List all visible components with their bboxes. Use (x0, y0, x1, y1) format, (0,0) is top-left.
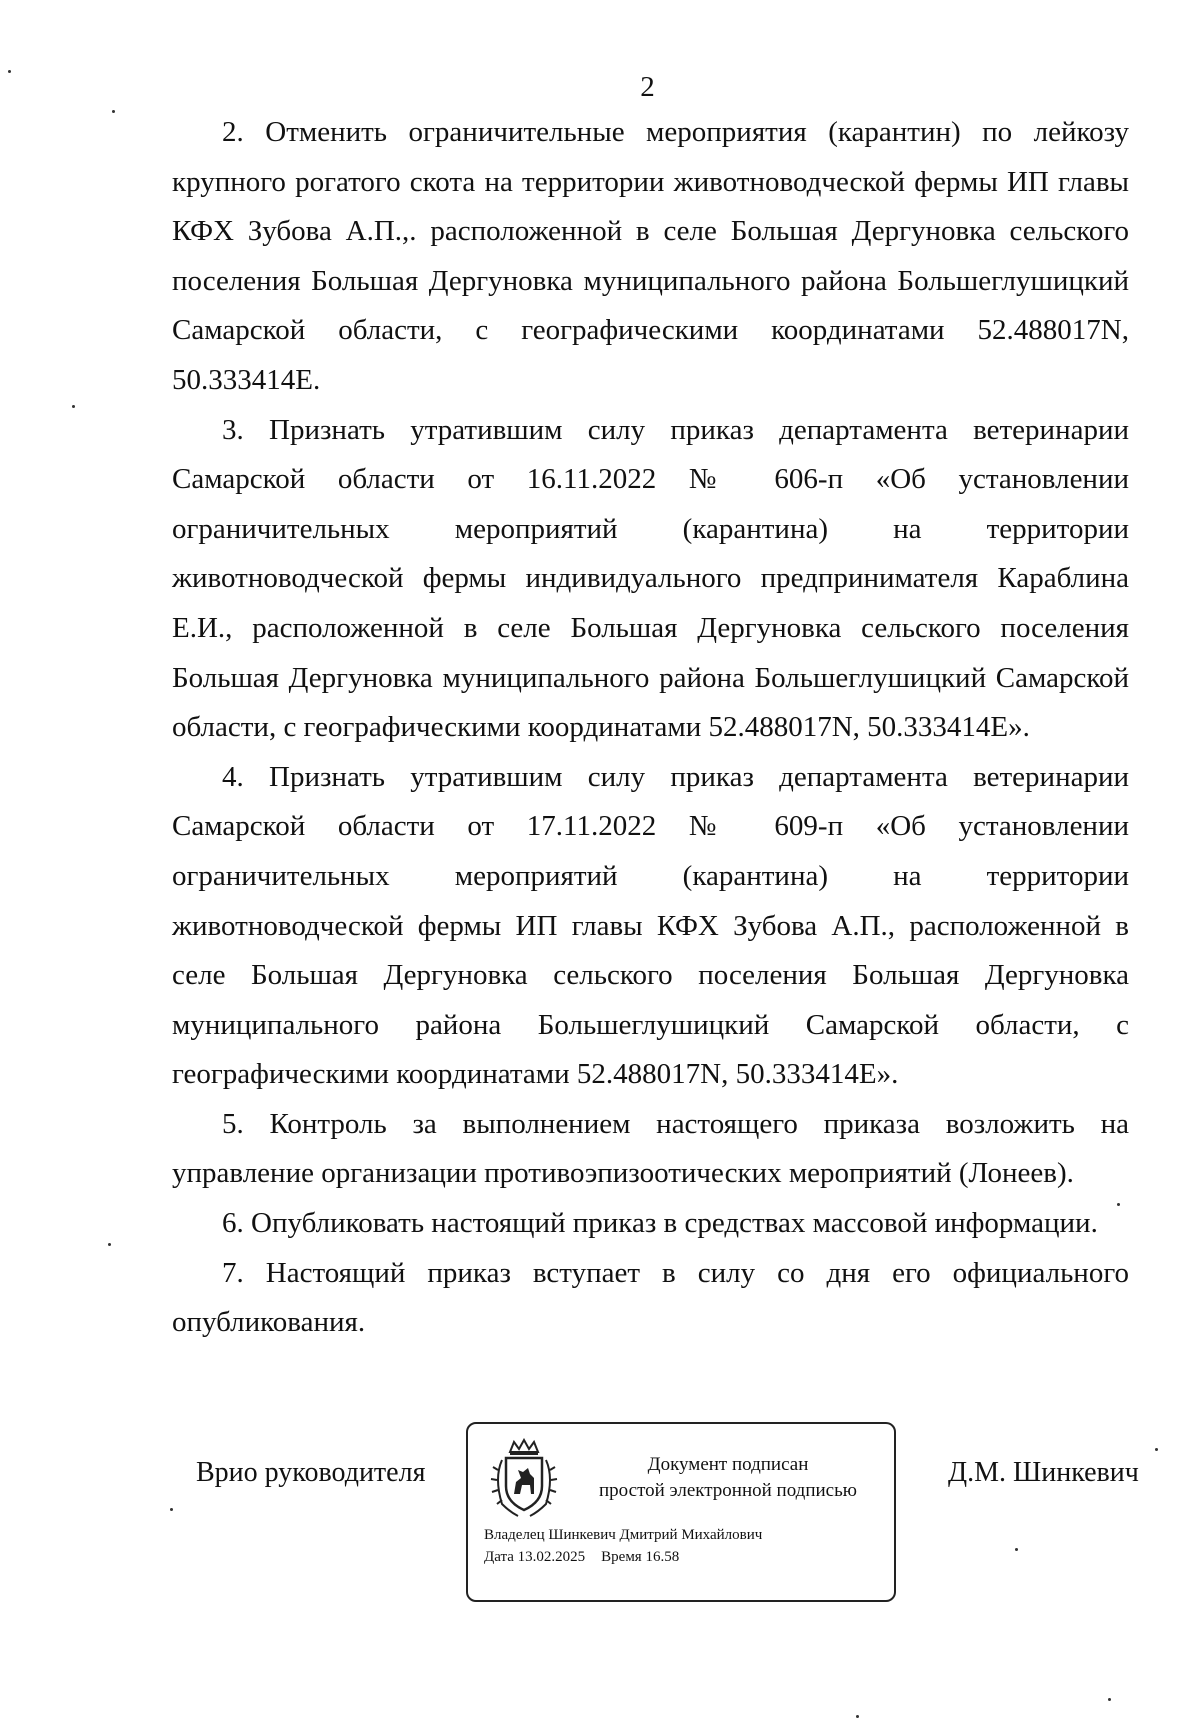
electronic-signature-stamp (466, 1422, 896, 1602)
paragraph-3: 3. Признать утратившим силу приказ департамента ветеринарии Самарской области от 16.11.2022 № 606-п «Об установлении ограничительных мероприятий (карантина) на территории животноводческой фермы индивидуального предпринимателя Караблина Е.И., расположенной в селе Большая Дергуновка сельского поселения Большая Дергуновка муниципального района Большеглушицкий Самарской области, с географическими координатами 52.488017N, 50.333414E». (172, 413, 1129, 744)
scan-speck (1155, 1448, 1158, 1451)
signature-block (0, 1420, 1200, 1620)
stamp-title-line-2: простой электронной подписью (599, 1480, 857, 1501)
signatory-name: Д.М. Шинкевич (948, 1457, 1139, 1488)
stamp-details (484, 1524, 762, 1568)
page-number: 2 (640, 71, 655, 103)
scan-speck (108, 1243, 111, 1246)
stamp-owner: Владелец Шинкевич Дмитрий Михайлович (484, 1527, 763, 1543)
scan-speck (112, 110, 115, 113)
paragraph-5: 5. Контроль за выполнением настоящего приказа возложить на управление организации противоэпизоотических мероприятий (Лонеев). (172, 1107, 1129, 1190)
stamp-title-line-1: Документ подписан (647, 1454, 809, 1475)
scan-speck (72, 405, 75, 408)
scan-speck (1108, 1698, 1111, 1701)
paragraph-6: 6. Опубликовать настоящий приказ в средствах массовой информации. (222, 1207, 1098, 1240)
stamp-title (568, 1452, 888, 1504)
signatory-position: Врио руководителя (196, 1457, 426, 1488)
paragraph-7: 7. Настоящий приказ вступает в силу со дня его официального опубликования. (172, 1256, 1129, 1339)
scan-speck (856, 1715, 859, 1718)
paragraph-4: 4. Признать утратившим силу приказ департамента ветеринарии Самарской области от 17.11.2022 № 609-п «Об установлении ограничительных мероприятий (карантина) на территории животноводческой фермы ИП главы КФХ Зубова А.П., расположенной в селе Большая Дергуновка сельского поселения Большая Дергуновка муниципального района Большеглушицкий Самарской области, с географическими координатами 52.488017N, 50.333414E». (172, 760, 1129, 1091)
scan-speck (8, 70, 11, 73)
paragraph-2: 2. Отменить ограничительные мероприятия (карантин) по лейкозу крупного рогатого скота на территории животноводческой фермы ИП главы КФХ Зубова А.П.,. расположенной в селе Большая Дергуновка сельского поселения Большая Дергуновка муниципального района Большеглушицкий Самарской области, с географическими координатами 52.488017N, 50.333414E. (172, 116, 1129, 396)
stamp-date: Дата 13.02.2025 (484, 1549, 586, 1565)
scan-speck (170, 1508, 173, 1511)
stamp-time: Время 16.58 (601, 1549, 680, 1565)
order-body (172, 108, 1129, 1348)
scan-speck (1117, 1203, 1120, 1206)
coat-of-arms-icon (488, 1438, 560, 1520)
scan-speck (1015, 1548, 1018, 1551)
